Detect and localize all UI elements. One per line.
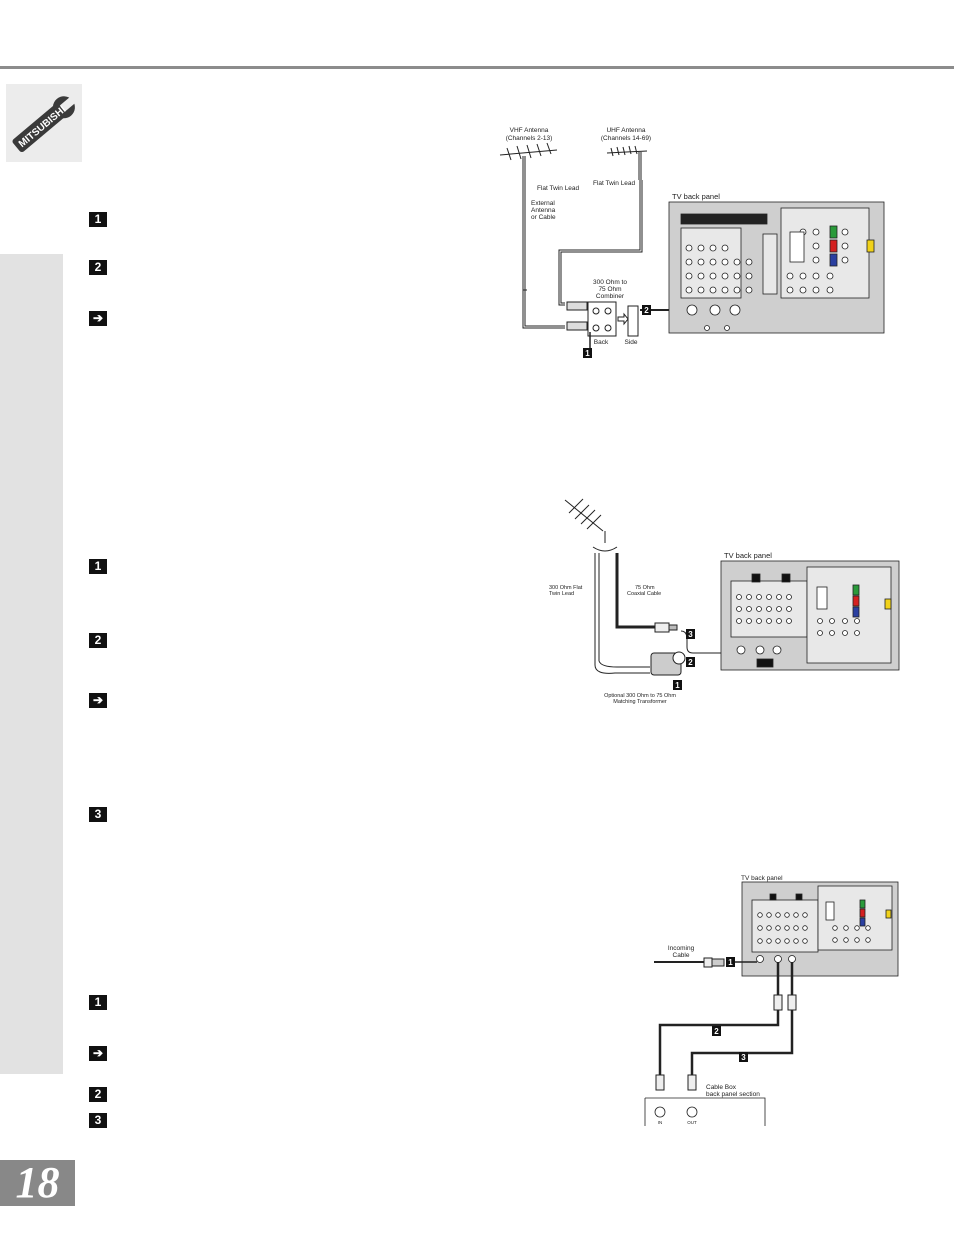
- twin-lead-transformer-diagram: [545, 495, 905, 710]
- transformer-label: Optional 300 Ohm to 75 Ohm: [604, 693, 676, 699]
- mitsubishi-wrench-logo: [6, 84, 82, 162]
- note-arrow-icon: ➔: [89, 1046, 107, 1061]
- step-2-badge: 2: [89, 633, 107, 648]
- marker-2-label: 2: [688, 658, 693, 667]
- uhf-channels-label: (Channels 14-69): [600, 135, 652, 142]
- combiner-box: [567, 302, 638, 336]
- coax-cables: [660, 962, 792, 1075]
- antenna-combiner-diagram: [495, 120, 890, 365]
- step-1-badge: 1: [89, 995, 107, 1010]
- marker-1-label: 1: [728, 958, 733, 967]
- incoming-cable-label: Cable: [672, 952, 690, 959]
- step-2-badge: 2: [89, 1087, 107, 1102]
- twin-lead-label: Twin Lead: [549, 591, 575, 597]
- uhf-antenna-icon: [607, 146, 647, 180]
- coax-label: 75 Ohm: [635, 585, 655, 591]
- note-arrow-icon: ➔: [89, 311, 107, 326]
- marker-2-label: 2: [714, 1027, 719, 1036]
- tv-back-panel: [669, 202, 884, 333]
- page-number: 18: [0, 1160, 75, 1206]
- tv-back-panel: [721, 561, 899, 670]
- combiner-label: Combiner: [595, 293, 625, 300]
- cable-box-label: Cable Box: [706, 1084, 736, 1091]
- uhf-twin-lead-label: Flat Twin Lead: [593, 180, 636, 187]
- side-tab-bar: [0, 254, 63, 1074]
- marker-1-label: 1: [675, 681, 680, 690]
- marker-1-label: 1: [585, 349, 590, 358]
- external-antenna-label: External: [531, 200, 555, 207]
- combiner-back-label: Back: [593, 339, 609, 346]
- step-1-badge: 1: [89, 212, 107, 227]
- coax-connector: [655, 623, 669, 632]
- cable-box-in-label: IN: [657, 1120, 663, 1125]
- external-antenna-label: or Cable: [531, 214, 556, 221]
- vhf-antenna-label: VHF Antenna: [509, 127, 549, 134]
- cable-box-diagram: [640, 870, 905, 1130]
- combiner-label: 300 Ohm to: [593, 279, 627, 286]
- combiner-side-label: Side: [624, 339, 638, 346]
- external-antenna-label: Antenna: [531, 207, 556, 214]
- step-3-badge: 3: [89, 807, 107, 822]
- twin-lead-label: 300 Ohm Flat: [549, 585, 583, 591]
- vhf-channels-label: (Channels 2-13): [505, 135, 553, 142]
- combiner-label: 75 Ohm: [598, 286, 622, 293]
- header-rule: [0, 66, 954, 69]
- step-1-badge: 1: [89, 559, 107, 574]
- incoming-cable-label: Incoming: [667, 945, 695, 952]
- marker-3-label: 3: [741, 1053, 746, 1062]
- cable-box-label: back panel section: [706, 1091, 760, 1098]
- cable-box-panel: [645, 1098, 765, 1126]
- step-2-badge: 2: [89, 260, 107, 275]
- marker-3-label: 3: [688, 630, 693, 639]
- cables: [595, 553, 650, 673]
- tv-back-panel-label: TV back panel: [741, 875, 783, 882]
- vhf-antenna-icon: [500, 143, 557, 178]
- step-3-badge: 3: [89, 1113, 107, 1128]
- tv-back-panel-label: TV back panel: [672, 192, 720, 201]
- vhf-twin-lead-label: Flat Twin Lead: [537, 185, 580, 192]
- matching-transformer: [651, 652, 685, 675]
- cable-box-out-label: OUT: [687, 1120, 697, 1125]
- note-arrow-icon: ➔: [89, 693, 107, 708]
- cable-connector: [704, 958, 712, 967]
- marker-2-label: 2: [644, 306, 649, 315]
- coax-label: Coaxial Cable: [627, 591, 662, 597]
- tv-back-panel-label: TV back panel: [724, 551, 772, 560]
- transformer-label: Matching Transformer: [613, 699, 667, 705]
- uhf-antenna-label: UHF Antenna: [606, 127, 646, 134]
- brand-text: MITSUBISHI: [16, 104, 69, 150]
- tv-back-panel: [742, 882, 898, 976]
- yagi-antenna-icon: [565, 499, 617, 551]
